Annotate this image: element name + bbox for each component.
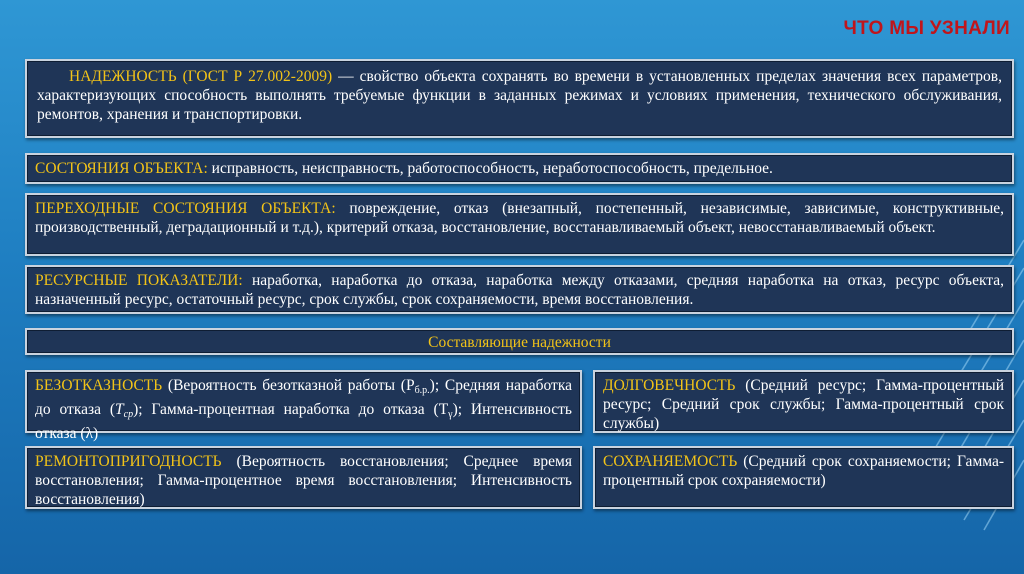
transitional-states-term: ПЕРЕХОДНЫЕ СОСТОЯНИЯ ОБЪЕКТА:: [35, 200, 336, 217]
maintainability-term: РЕМОНТОПРИГОДНОСТЬ: [35, 453, 222, 470]
durability-text: (Средний ресурс; Гамма-процентный ресурс; Средний срок службы; Гамма-процентный срок службы): [603, 377, 1004, 432]
subscript: γ: [448, 409, 453, 420]
failure-free-text: ); Средняя наработка до отказа (: [35, 377, 572, 418]
resource-indicators-term: РЕСУРСНЫЕ ПОКАЗАТЕЛИ:: [35, 272, 243, 289]
reliability-definition-box: [25, 59, 1014, 138]
components-header-box: [25, 328, 1014, 355]
transitional-states-text: повреждение, отказ (внезапный, постепенный, независимые, зависимые, конструктивные, производственный, деградационный и т.д.), критерий отказа, восстановление, восстанавливаемый объект, невосстанавливаемый объект.: [35, 200, 1004, 236]
object-states-text: исправность, неисправность, работоспособность, неработоспособность, предельное.: [207, 160, 773, 177]
variable-t: T: [115, 401, 124, 418]
storability-box: [593, 446, 1014, 509]
object-states-term: СОСТОЯНИЯ ОБЪЕКТА:: [35, 160, 208, 177]
resource-indicators-box: [25, 265, 1014, 314]
reliability-term: НАДЕЖНОСТЬ (ГОСТ Р 27.002-2009): [69, 68, 333, 85]
storability-text: (Средний срок сохраняемости; Гамма-процентный срок сохраняемости): [603, 453, 1004, 489]
components-header: Составляющие надежности: [428, 334, 611, 351]
reliability-definition: — свойство объекта сохранять во времени в установленных пределах значения всех параметров, характеризующих способность выполнять требуемые функции в заданных режимах и условиях применения, технического обслуживания, ремонтов, хранения и транспортировки.: [37, 68, 1002, 123]
durability-term: ДОЛГОВЕЧНОСТЬ: [603, 377, 736, 394]
maintainability-text: (Вероятность восстановления; Среднее время восстановления; Гамма-процентное время восстановления; Интенсивность восстановления): [35, 453, 572, 508]
failure-free-term: БЕЗОТКАЗНОСТЬ: [35, 377, 163, 394]
failure-free-text: ); Интенсивность отказа (λ): [35, 401, 572, 442]
object-states-box: [25, 153, 1014, 184]
durability-box: [593, 370, 1014, 433]
transitional-states-box: [25, 193, 1014, 256]
storability-term: СОХРАНЯЕМОСТЬ: [603, 453, 738, 470]
failure-free-text: ); Гамма-процентная наработка до отказа (Т: [133, 401, 449, 418]
slide-title: ЧТО МЫ УЗНАЛИ: [843, 18, 1010, 39]
subscript: б.р.: [414, 385, 430, 396]
resource-indicators-text: наработка, наработка до отказа, наработка между отказами, средняя наработка на отказ, ресурс объекта, назначенный ресурс, остаточный ресурс, срок службы, срок сохраняемости, время восстановления.: [35, 272, 1004, 308]
failure-free-text: (Вероятность безотказной работы (Р: [162, 377, 415, 394]
subscript: ср: [123, 409, 134, 420]
failure-free-box: [25, 370, 582, 442]
maintainability-box: [25, 446, 582, 509]
